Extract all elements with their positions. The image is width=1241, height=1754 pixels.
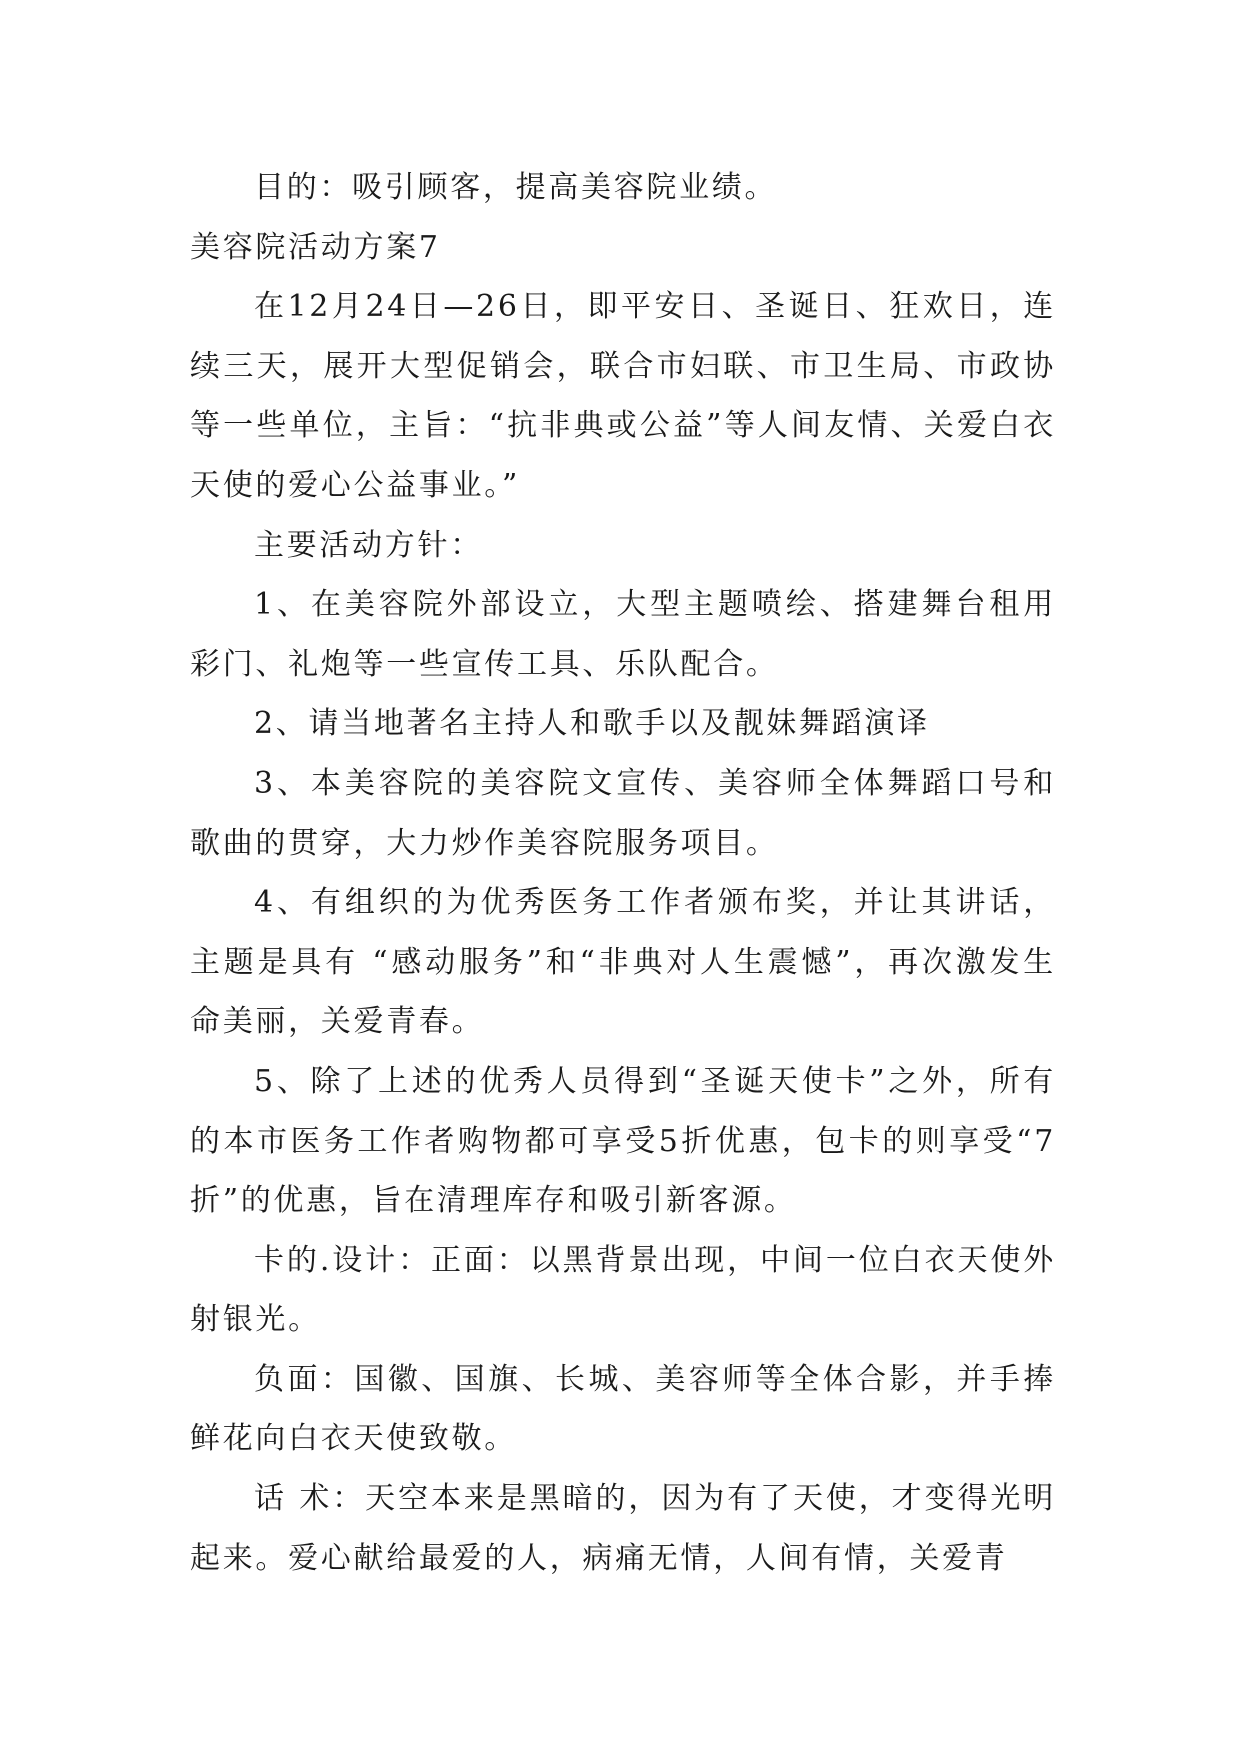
- list-item-3: 3、本美容院的美容院文宣传、美容师全体舞蹈口号和歌曲的贯穿，大力炒作美容院服务项目。: [190, 765, 1056, 861]
- intro-paragraph: 在12月24日—26日，即平安日、圣诞日、狂欢日，连续三天，展开大型促销会，联合市妇联、市卫生局、市政协等一些单位，主旨：“抗非典或公益”等人间友情、关爱白衣天使的爱心公益事业。”: [190, 289, 1056, 503]
- list-item-5: 5、除了上述的优秀人员得到“圣诞天使卡”之外，所有的本市医务工作者购物都可享受5折优惠，包卡的则享受“7折”的优惠，旨在清理库存和吸引新客源。: [190, 1063, 1056, 1219]
- list-item-2: 2、请当地著名主持人和歌手以及靓妹舞蹈演译: [254, 706, 930, 742]
- document-body: [190, 158, 1056, 1588]
- section-heading: 美容院活动方案7: [190, 229, 441, 265]
- policy-heading: 主要活动方针：: [254, 527, 483, 563]
- list-item-1: 1、在美容院外部设立，大型主题喷绘、搭建舞台租用彩门、礼炮等一些宣传工具、乐队配合。: [190, 587, 1056, 682]
- script-paragraph: 话 术：天空本来是黑暗的，因为有了天使，才变得光明起来。爱心献给最爱的人，病痛无情，人间有情，关爱青: [190, 1481, 1056, 1576]
- list-item-4: 4、有组织的为优秀医务工作者颁布奖，并让其讲话，主题是具有 “感动服务”和“非典对人生震憾”，再次激发生命美丽，关爱青春。: [190, 885, 1056, 1040]
- card-design-paragraph: 卡的.设计：正面：以黑背景出现，中间一位白衣天使外射银光。: [190, 1242, 1056, 1338]
- card-back-paragraph: 负面：国徽、国旗、长城、美容师等全体合影，并手捧鲜花向白衣天使致敬。: [190, 1361, 1056, 1457]
- purpose-paragraph: 目的：吸引顾客，提高美容院业绩。: [254, 170, 778, 205]
